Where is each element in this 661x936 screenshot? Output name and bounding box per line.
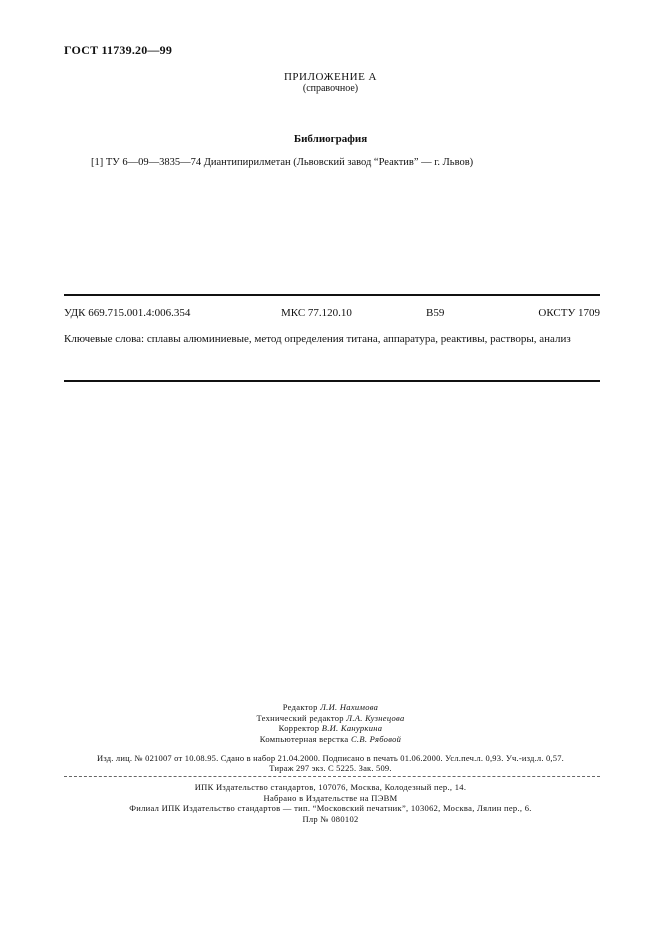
udk-code: УДК 669.715.001.4:006.354 (64, 307, 191, 319)
imprint-divider (64, 776, 600, 777)
credit-tech-editor: Технический редактор Л.А. Кузнецова (256, 712, 405, 723)
publication-details: Изд. лиц. № 021007 от 10.08.95. Сдано в набор 21.04.2000. Подписано в печать 01.06.2000. Усл.печ.л. 0,93. Уч.-изд.л. 0,57. (97, 753, 564, 763)
standard-id: ГОСТ 11739.20—99 (64, 43, 173, 57)
credit-proofreader: Корректор В.И. Кануркина (278, 723, 383, 733)
mks-code: МКС 77.120.10 (281, 307, 352, 319)
bottom-divider (64, 380, 600, 382)
imprint-line: Набрано в Издательстве на ПЭВМ (263, 792, 398, 803)
classification-row (64, 307, 600, 319)
print-run: Тираж 297 экз. С 5225. Зак. 509. (269, 763, 392, 773)
credits-block (0, 702, 661, 744)
bibliography-title: Библиография (293, 133, 368, 145)
credit-editor: Редактор Л.И. Нахимова (282, 702, 379, 712)
imprint-line: ИПК Издательство стандартов, 107076, Москва, Колодезный пер., 14. (194, 782, 467, 792)
top-divider (64, 294, 600, 296)
keywords: Ключевые слова: сплавы алюминиевые, метод определения титана, аппаратура, реактивы, растворы, анализ (64, 333, 571, 345)
appendix-title: ПРИЛОЖЕНИЕ А (283, 71, 377, 83)
imprint-block (0, 782, 661, 824)
credit-layout: Компьютерная верстка С.В. Рябовой (259, 733, 402, 744)
group-code: В59 (426, 307, 445, 319)
okstu-code: ОКСТУ 1709 (538, 307, 600, 319)
imprint-line: Плр № 080102 (302, 813, 359, 824)
imprint-line: Филиал ИПК Издательство стандартов — тип. “Московский печатник”, 103062, Москва, Лялин пер., 6. (129, 803, 532, 813)
appendix-subtitle: (справочное) (302, 83, 359, 94)
bibliography-entry: [1] ТУ 6—09—3835—74 Диантипирилметан (Львовский завод “Реактив” — г. Львов) (91, 157, 474, 168)
